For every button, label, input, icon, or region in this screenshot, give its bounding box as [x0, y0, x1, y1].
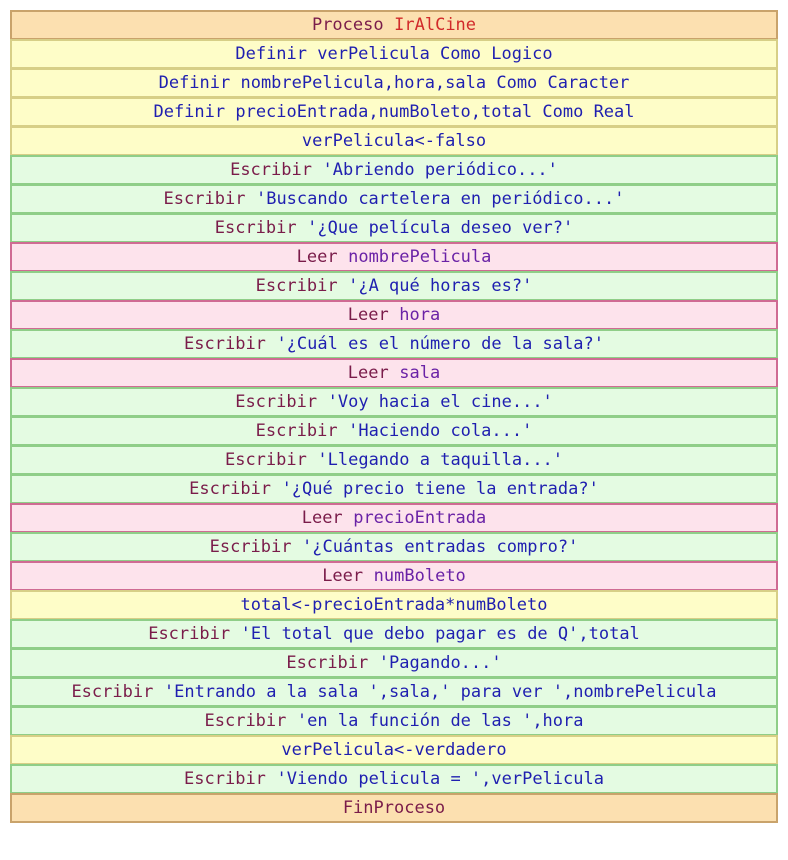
statement-text: 'Haciendo cola...' — [348, 421, 533, 441]
assignment-block — [10, 68, 778, 98]
statement-keyword: FinProceso — [342, 798, 446, 818]
statement-keyword: Escribir — [230, 160, 312, 180]
read-block — [10, 503, 778, 533]
statement-keyword: Proceso — [311, 15, 384, 35]
statement-text: nombrePelicula — [348, 247, 492, 267]
statement-text: 'Pagando...' — [378, 653, 502, 673]
statement-text: sala — [399, 363, 441, 383]
statement-text: 'El total que debo pagar es de Q',total — [240, 624, 640, 644]
statement-text: IrAlCine — [394, 15, 477, 35]
statement-keyword: Leer — [347, 305, 389, 325]
statement-text: 'Viendo pelicula = ',verPelicula — [276, 769, 604, 789]
write-block — [10, 387, 778, 417]
process-block — [10, 10, 778, 40]
statement-keyword: Escribir — [184, 334, 266, 354]
statement-text: '¿Cuántas entradas compro?' — [302, 537, 579, 557]
statement-text: hora — [399, 305, 441, 325]
statement-text: '¿Que película deseo ver?' — [307, 218, 574, 238]
write-block — [10, 706, 778, 736]
statement-keyword: Escribir — [148, 624, 231, 644]
statement-text: 'Llegando a taquilla...' — [317, 450, 564, 470]
write-block — [10, 445, 778, 475]
statement-keyword: Escribir — [209, 537, 292, 557]
statement-keyword: Escribir — [163, 189, 246, 209]
statement-text: total<-precioEntrada*numBoleto — [240, 595, 548, 615]
process-block — [10, 793, 778, 823]
statement-text: '¿A qué horas es?' — [348, 276, 533, 296]
statement-keyword: Leer — [322, 566, 364, 586]
assignment-block — [10, 590, 778, 620]
assignment-block — [10, 97, 778, 127]
write-block — [10, 648, 778, 678]
statement-text: 'Abriendo periódico...' — [322, 160, 558, 180]
write-block — [10, 213, 778, 243]
statement-text: 'en la función de las ',hora — [296, 711, 584, 731]
statement-keyword: Escribir — [286, 653, 369, 673]
write-block — [10, 677, 778, 707]
statement-keyword: Escribir — [189, 479, 272, 499]
write-block — [10, 416, 778, 446]
statement-keyword: Escribir — [224, 450, 307, 470]
read-block — [10, 300, 778, 330]
statement-keyword: Leer — [296, 247, 338, 267]
assignment-block — [10, 126, 778, 156]
statement-keyword: Escribir — [204, 711, 287, 731]
statement-text: 'Buscando cartelera en periódico...' — [255, 189, 625, 209]
statement-keyword: Escribir — [255, 276, 338, 296]
statement-text: 'Entrando a la sala ',sala,' para ver ',nombrePelicula — [163, 682, 717, 702]
statement-text: verPelicula<-falso — [301, 131, 487, 151]
statement-text: Definir nombrePelicula,hora,sala Como Caracter — [158, 73, 630, 93]
write-block — [10, 271, 778, 301]
statement-text: verPelicula<-verdadero — [281, 740, 507, 760]
assignment-block — [10, 735, 778, 765]
statement-text: Definir verPelicula Como Logico — [235, 44, 553, 64]
statement-text: Definir precioEntrada,numBoleto,total Como Real — [153, 102, 635, 122]
statement-text: numBoleto — [373, 566, 466, 586]
statement-text: '¿Qué precio tiene la entrada?' — [281, 479, 599, 499]
read-block — [10, 358, 778, 388]
write-block — [10, 329, 778, 359]
pseudocode-diagram — [10, 10, 778, 823]
write-block — [10, 155, 778, 185]
statement-keyword: Escribir — [71, 682, 154, 702]
assignment-block — [10, 39, 778, 69]
statement-text: '¿Cuál es el número de la sala?' — [276, 334, 604, 354]
statement-text: 'Voy hacia el cine...' — [327, 392, 553, 412]
write-block — [10, 184, 778, 214]
statement-keyword: Escribir — [255, 421, 338, 441]
write-block — [10, 532, 778, 562]
write-block — [10, 764, 778, 794]
write-block — [10, 474, 778, 504]
statement-keyword: Escribir — [214, 218, 297, 238]
statement-text: precioEntrada — [353, 508, 487, 528]
read-block — [10, 242, 778, 272]
statement-keyword: Escribir — [235, 392, 318, 412]
statement-keyword: Leer — [301, 508, 343, 528]
statement-keyword: Leer — [347, 363, 389, 383]
read-block — [10, 561, 778, 591]
write-block — [10, 619, 778, 649]
statement-keyword: Escribir — [184, 769, 266, 789]
